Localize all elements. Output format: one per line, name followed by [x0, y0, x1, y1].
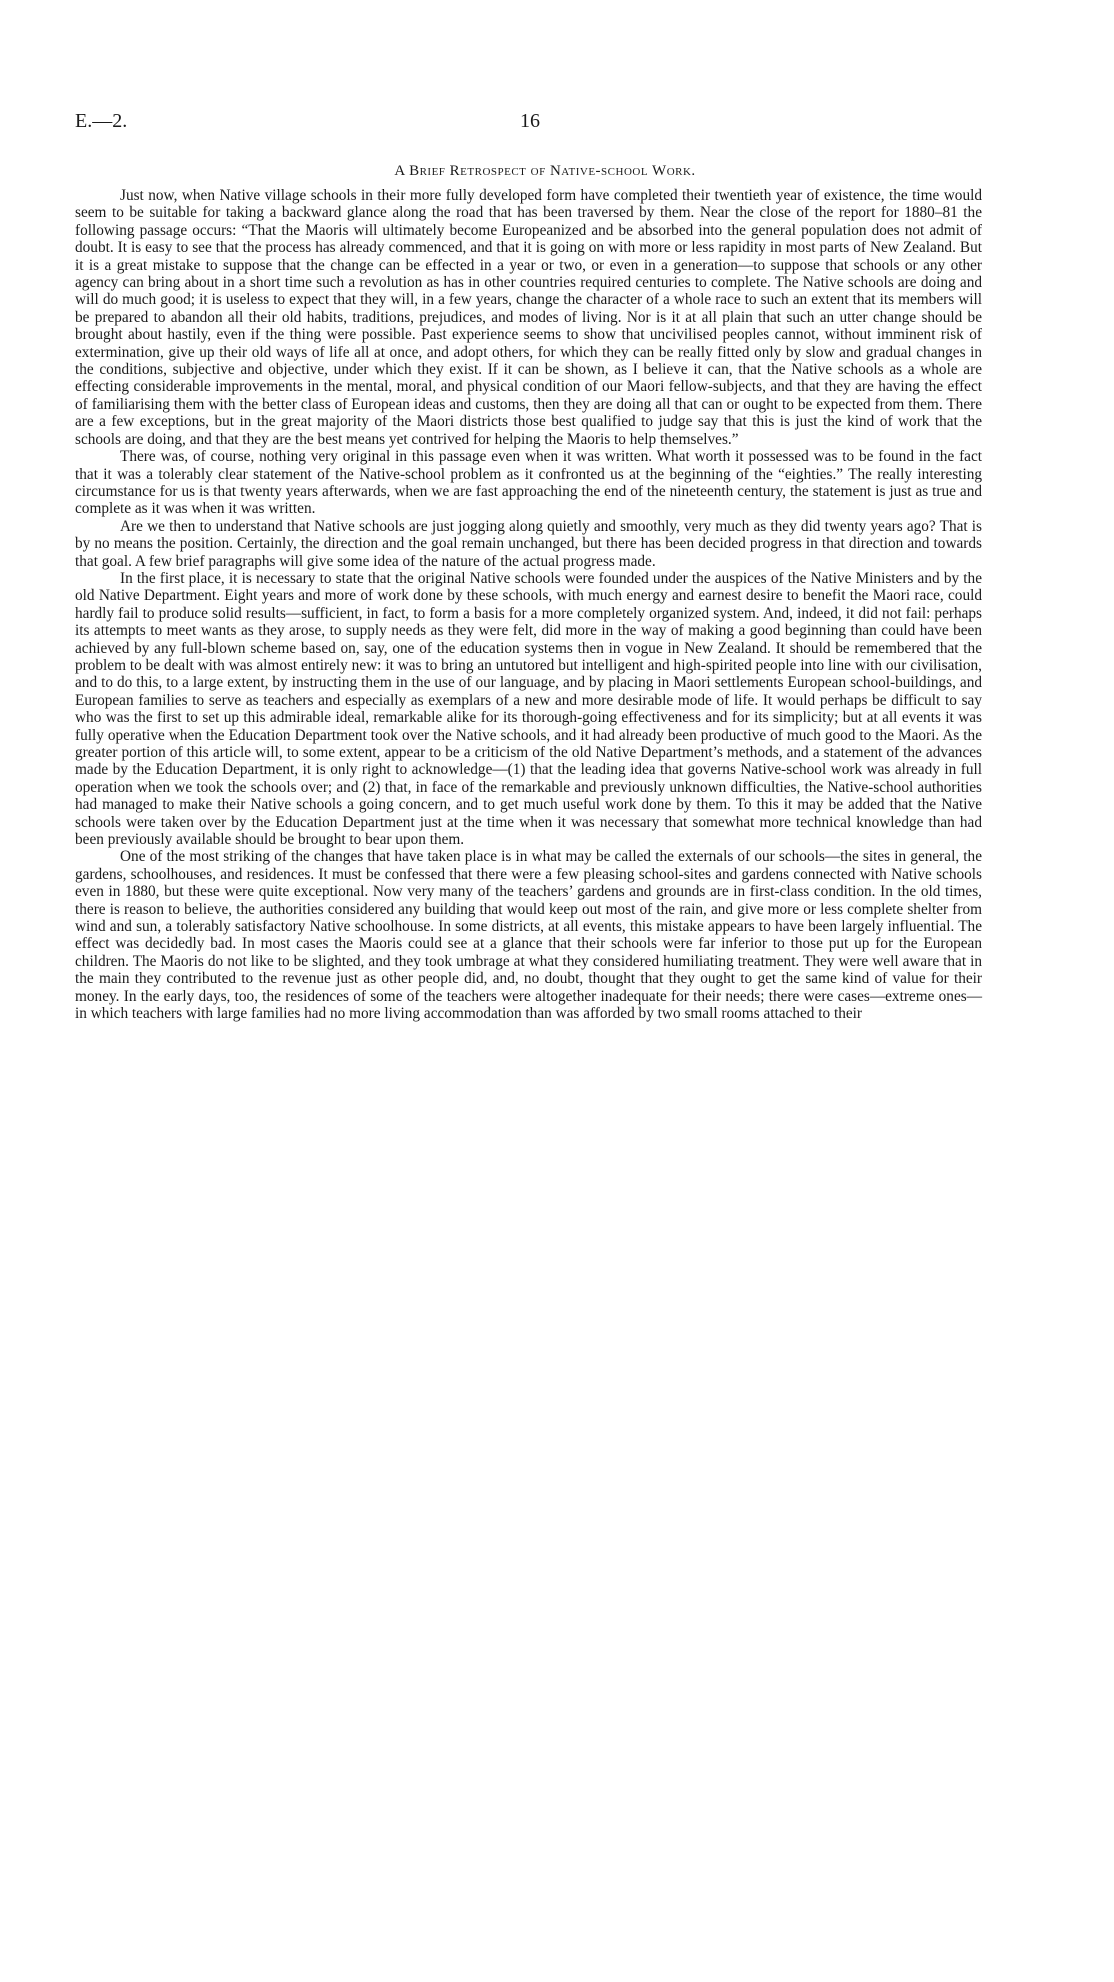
document-reference: E.—2. — [75, 110, 128, 132]
paragraph: Just now, when Native village schools in their more fully developed form have completed their twentieth year of existence, the time would seem to be suitable for taking a backward glance along the road that has been traversed by them. Near the close of the report for 1880–81 the following passage occurs: “That the Maoris will ultimately become Europeanized and be absorbed into the general population does not admit of doubt. It is easy to see that the process has already commenced, and that it is going on with more or less rapidity in most parts of New Zealand. But it is a great mistake to suppose that the change can be effected in a year or two, or even in a generation—to suppose that schools or any other agency can bring about in a short time such a revolution as has in other countries required centuries to complete. The Native schools are doing and will do much good; it is useless to expect that they will, in a few years, change the character of a whole race to such an extent that its members will be prepared to abandon all their old habits, traditions, prejudices, and modes of living. Nor is it at all plain that such an utter change should be brought about hastily, even if the thing were possible. Past experience seems to show that uncivilised peoples cannot, without imminent risk of extermination, give up their old ways of life all at once, and adopt others, for which they can be really fitted only by slow and gradual changes in the conditions, subjective and objective, under which they exist. If it can be shown, as I believe it can, that the Native schools as a whole are effecting considerable improvements in the mental, moral, and physical condition of our Maori fellow-subjects, and that they are having the effect of familiarising them with the better class of European ideas and customs, then they are doing all that can or ought to be expected from them. There are a few exceptions, but in the great majority of the Maori districts those best qualified to judge say that this is just the kind of work that the schools are doing, and that they are the best means yet contrived for helping the Maoris to help themselves.” — [75, 187, 982, 448]
paragraph: There was, of course, nothing very original in this passage even when it was written. What worth it possessed was to be found in the fact that it was a tolerably clear statement of the Native-school problem as it confronted us at the beginning of the “eighties.” The really interesting circumstance for us is that twenty years afterwards, when we are fast approaching the end of the nineteenth century, the statement is just as true and complete as it was when it was written. — [75, 448, 982, 518]
paragraph: One of the most striking of the changes that have taken place is in what may be called the externals of our schools—the sites in general, the gardens, schoolhouses, and residences. It must be confessed that there were a few pleasing school-sites and gardens connected with Native schools even in 1880, but these were quite exceptional. Now very many of the teachers’ gardens and grounds are in first-class condition. In the old times, there is reason to believe, the authorities considered any building that would keep out most of the rain, and give more or less complete shelter from wind and sun, a tolerably satisfactory Native schoolhouse. In some districts, at all events, this mistake appears to have been largely influential. The effect was decidedly bad. In most cases the Maoris could see at a glance that their schools were far inferior to those put up for the European children. The Maoris do not like to be slighted, and they took umbrage at what they considered humiliating treatment. They were well aware that in the main they contributed to the revenue just as other people did, and, no doubt, thought that they ought to get the same kind of value for their money. In the early days, too, the residences of some of the teachers were altogether inadequate for their needs; there were cases—extreme ones—in which teachers with large families had no more living accommodation than was afforded by two small rooms attached to their — [75, 848, 982, 1023]
article-body — [75, 187, 982, 1023]
paragraph: Are we then to understand that Native schools are just jogging along quietly and smoothly, very much as they did twenty years ago? That is by no means the position. Certainly, the direction and the goal remain unchanged, but there has been decided progress in that direction and towards that goal. A few brief paragraphs will give some idea of the nature of the actual progress made. — [75, 517, 982, 570]
paragraph: In the first place, it is necessary to state that the original Native schools were founded under the auspices of the Native Ministers and by the old Native Department. Eight years and more of work done by these schools, with much energy and earnest desire to benefit the Maori race, could hardly fail to produce solid results—sufficient, in fact, to form a basis for a more completely organized system. And, indeed, it did not fail: perhaps its attempts to meet wants as they arose, to supply needs as they were felt, did more in the way of making a good beginning than could have been achieved by any full-blown scheme based on, say, one of the education systems then in vogue in New Zealand. It should be remembered that the problem to be dealt with was almost entirely new: it was to bring an untutored but intelligent and high-spirited people into line with our civilisation, and to do this, to a large extent, by instructing them in the use of our language, and by placing in Maori settlements European school-buildings, and European families to serve as teachers and especially as exemplars of a new and more desirable mode of life. It would perhaps be difficult to say who was the first to set up this admirable ideal, remarkable alike for its thorough-going effectiveness and for its simplicity; but at all events it was fully operative when the Education Department took over the Native schools, and it had already been productive of much good to the Maori. As the greater portion of this article will, to some extent, appear to be a criticism of the old Native Department’s methods, and a statement of the advances made by the Education Department, it is only right to acknowledge—(1) that the leading idea that governs Native-school work was already in full operation when we took the schools over; and (2) that, in face of the remarkable and previously unknown difficulties, the Native-school authorities had managed to make their Native schools a going concern, and to get much useful work done by them. To this it may be added that the Native schools were taken over by the Education Department just at the time when it was necessary that somewhat more technical knowledge than had been previously available should be brought to bear upon them. — [75, 569, 982, 849]
page-number: 16 — [520, 110, 540, 132]
article-title: A Brief Retrospect of Native-school Work. — [394, 163, 696, 179]
page-header — [75, 110, 1075, 140]
